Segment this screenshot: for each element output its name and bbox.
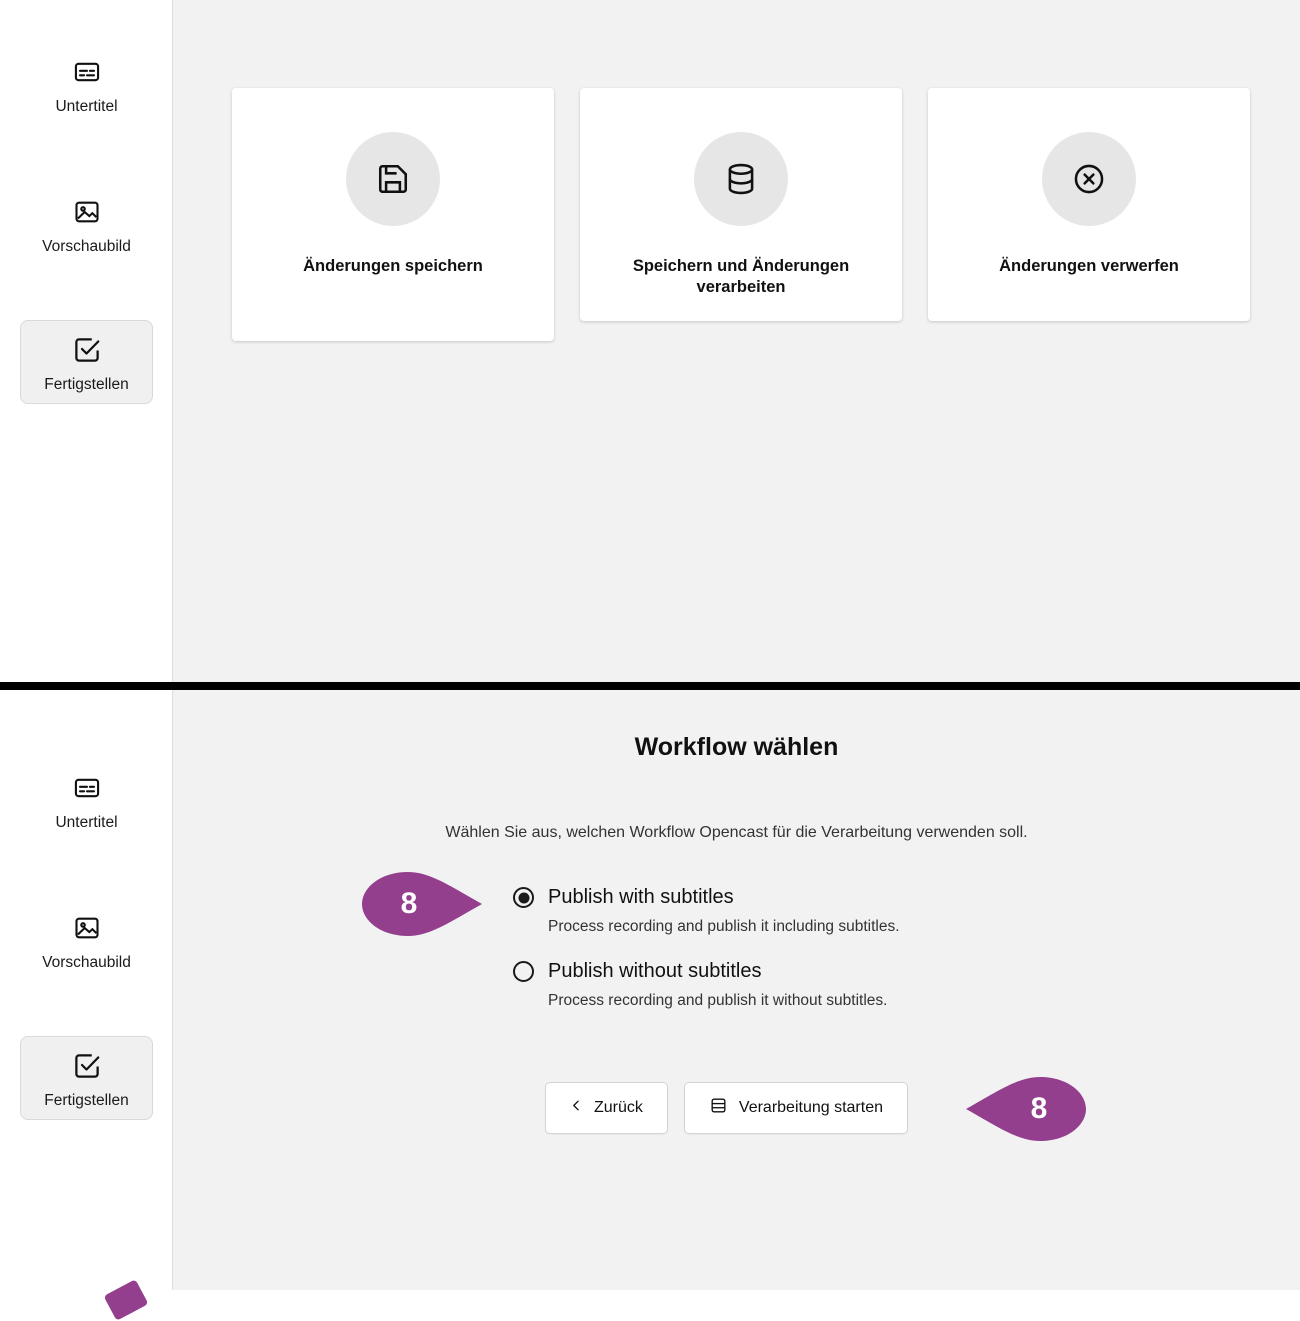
subtitle-icon: [72, 773, 102, 803]
card-label: Änderungen speichern: [303, 257, 483, 275]
database-icon: [694, 132, 788, 226]
start-processing-button[interactable]: [684, 1082, 908, 1134]
top-main-area: [173, 0, 1300, 682]
radio-publish-without-subtitles[interactable]: [513, 961, 534, 982]
sidebar-bottom: [0, 690, 173, 1290]
option-description: Process recording and publish it including subtitles.: [548, 918, 900, 935]
option-label: Publish with subtitles: [548, 886, 734, 908]
checkbox-icon: [72, 1051, 102, 1081]
sidebar-item-vorschaubild[interactable]: [20, 898, 153, 982]
cancel-circle-icon: [1042, 132, 1136, 226]
save-disk-icon: [346, 132, 440, 226]
page-title: Workflow wählen: [634, 733, 839, 761]
back-button[interactable]: [545, 1082, 668, 1134]
workflow-option-with-subtitles[interactable]: [513, 886, 900, 936]
callout-number: 8: [400, 887, 418, 920]
form-description: Wählen Sie aus, welchen Workflow Opencast für die Verarbeitung verwenden soll.: [445, 824, 1028, 841]
sidebar-item-untertitel[interactable]: [20, 758, 153, 842]
card-label: Speichern und Änderungen verarbeiten: [632, 257, 850, 297]
editor-panel-bottom: [0, 690, 1300, 1290]
option-description: Process recording and publish it without subtitles.: [548, 992, 888, 1009]
sidebar-item-untertitel[interactable]: [20, 42, 153, 126]
chevron-left-icon: [570, 1099, 583, 1117]
sidebar-item-vorschaubild[interactable]: [20, 182, 153, 266]
callout-number: 8: [1030, 1092, 1048, 1125]
discard-changes-card[interactable]: [928, 88, 1250, 321]
database-icon: [709, 1096, 728, 1120]
panel-divider: [0, 682, 1300, 690]
subtitle-icon: [72, 57, 102, 87]
sidebar-item-label: Vorschaubild: [42, 954, 131, 971]
callout-marker-8-start-button: [962, 1073, 1090, 1145]
sidebar-item-label: Fertigstellen: [44, 1092, 129, 1109]
sidebar-item-label: Untertitel: [55, 814, 118, 831]
radio-publish-with-subtitles[interactable]: [513, 887, 534, 908]
sidebar-item-fertigstellen[interactable]: [20, 320, 153, 404]
sidebar-item-label: Vorschaubild: [42, 238, 131, 255]
callout-marker-8-radio: [358, 868, 486, 940]
image-icon: [72, 913, 102, 943]
option-label: Publish without subtitles: [548, 960, 762, 982]
sidebar-item-fertigstellen[interactable]: [20, 1036, 153, 1120]
radio-row[interactable]: [513, 960, 900, 983]
workflow-option-without-subtitles[interactable]: [513, 960, 900, 1010]
checkbox-icon: [72, 335, 102, 365]
save-changes-card[interactable]: [232, 88, 554, 341]
sidebar-top: [0, 0, 173, 682]
workflow-radio-group: [513, 886, 900, 1034]
start-processing-label: Verarbeitung starten: [738, 1099, 883, 1116]
save-and-process-card[interactable]: [580, 88, 902, 321]
sidebar-item-label: Untertitel: [55, 98, 118, 115]
back-button-label: Zurück: [594, 1099, 643, 1116]
action-card-row: [232, 88, 1250, 341]
corner-accent: [0, 1290, 1300, 1300]
card-label: Änderungen verwerfen: [999, 257, 1179, 275]
sidebar-item-label: Fertigstellen: [44, 376, 129, 393]
workflow-form: [173, 690, 1300, 1290]
form-button-row: [545, 1082, 908, 1134]
radio-row[interactable]: [513, 886, 900, 909]
image-icon: [72, 197, 102, 227]
